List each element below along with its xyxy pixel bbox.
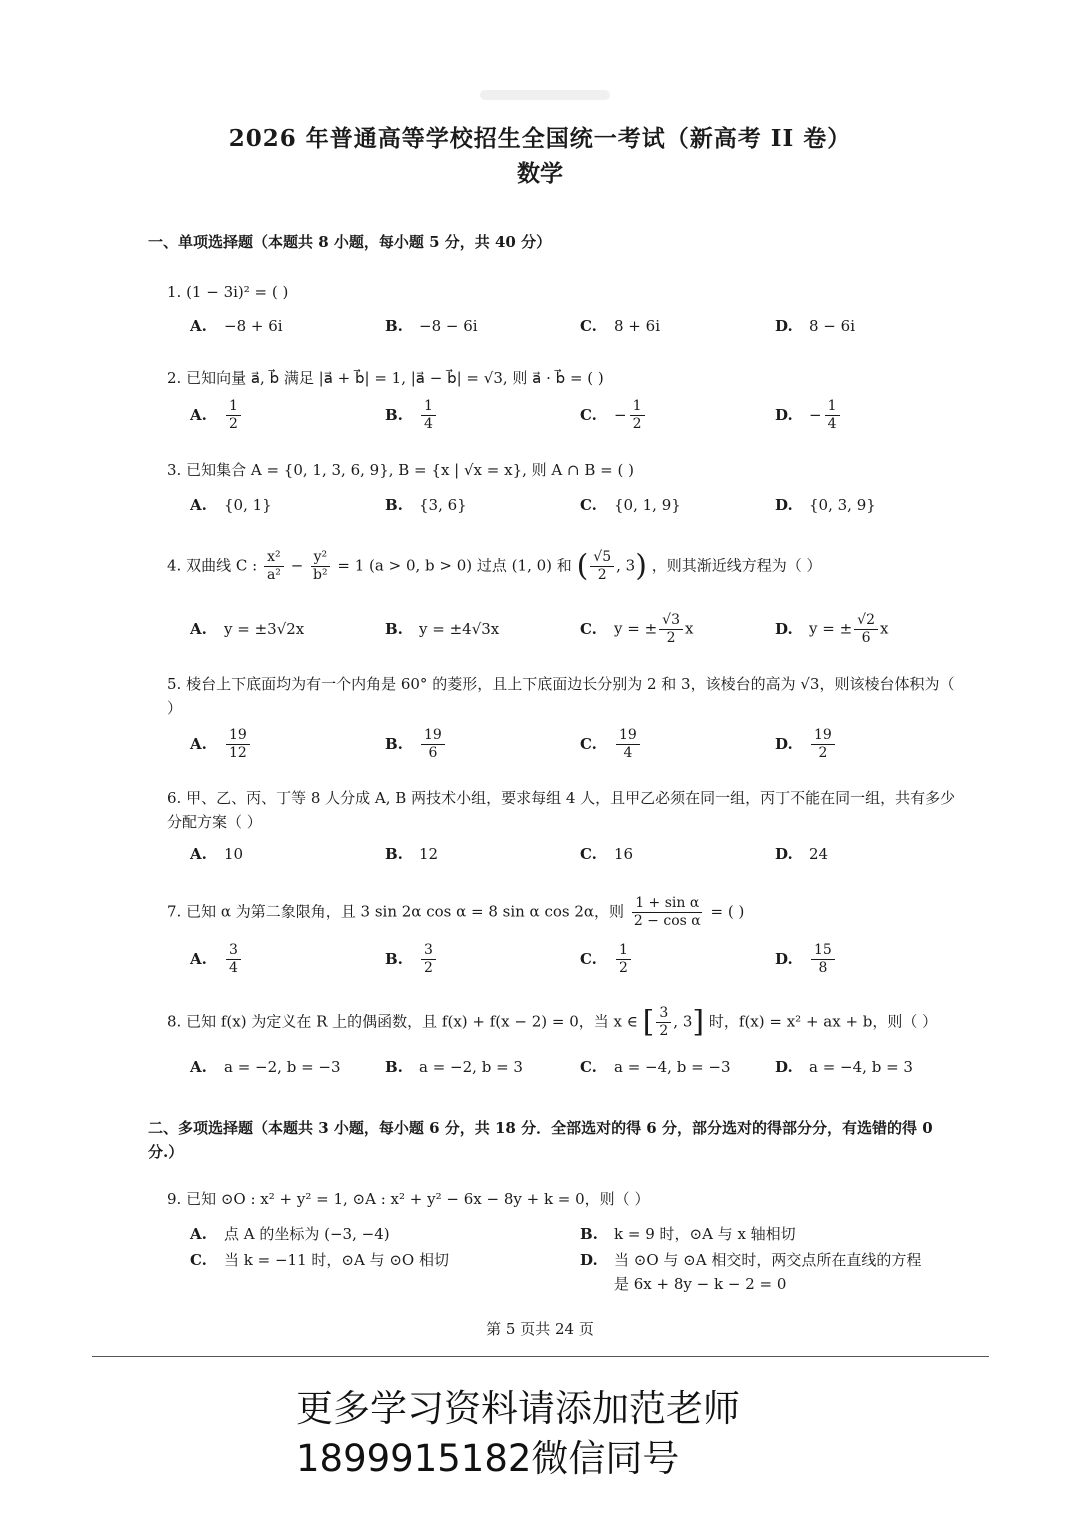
question-4-stem: 4. 双曲线 C : $\frac{\text{x²}}{\text{a²}}$ − $\frac{\text{y²}}{\text{b²}}$ = 1 (a > 0, b > 0) 过点 (1, 0) 和 ( $\frac{√5}{2}$ , 3) ，则其渐近线方程为（ ）	[167, 548, 822, 584]
question-7-stem: 7. 已知 α 为第二象限角，且 3 sin 2α cos α = 8 sin α cos 2α，则 $\frac{\text{1 + sin α}}{\text{2 − cos α}}$ = ( )	[167, 895, 745, 929]
q5-option-d: D. $\frac{19}{2}$	[775, 727, 837, 762]
q9-option-a: A. 点 A 的坐标为 (−3, −4)	[190, 1225, 390, 1243]
exam-title: 2026 年普通高等学校招生全国统一考试（新高考 II 卷）	[228, 125, 852, 152]
q6-option-c: C. 16	[580, 845, 634, 863]
q3-option-c: C. {0, 1, 9}	[580, 496, 681, 514]
promo-line-2: 1899915182微信同号	[296, 1437, 680, 1480]
divider	[92, 1356, 989, 1357]
question-8-stem: 8. 已知 f(x) 为定义在 R 上的偶函数，且 f(x) + f(x − 2) = 0，当 x ∈ [ $\frac{3}{2}$ , 3] 时，f(x) = x² + ax + b，则（ ）	[167, 1004, 938, 1040]
q3-option-a: A. {0, 1}	[190, 496, 272, 514]
q8-option-c: C. a = −4, b = −3	[580, 1058, 731, 1076]
q7-option-c: C. $\frac{1}{2}$	[580, 942, 633, 977]
q5-option-b: B. $\frac{19}{6}$	[385, 727, 447, 762]
q2-option-a: A. $\frac{1}{2}$	[190, 398, 243, 433]
q6-option-d: D. 24	[775, 845, 829, 863]
q5-option-c: C. $\frac{19}{4}$	[580, 727, 642, 762]
q9-option-d: D. 当 ⊙O 与 ⊙A 相交时，两交点所在直线的方程	[580, 1251, 922, 1269]
q3-option-d: D. {0, 3, 9}	[775, 496, 876, 514]
q1-option-a: A. −8 + 6i	[190, 317, 283, 335]
page-number: 第 5 页共 24 页	[486, 1320, 594, 1338]
q8-option-b: B. a = −2, b = 3	[385, 1058, 523, 1076]
q9-option-b: B. k = 9 时，⊙A 与 x 轴相切	[580, 1225, 796, 1243]
question-9-stem: 9. 已知 ⊙O : x² + y² = 1, ⊙A : x² + y² − 6x − 8y + k = 0，则（ ）	[167, 1190, 650, 1208]
exam-subject: 数学	[517, 160, 563, 187]
q4-option-b: B. y = ±4√3x	[385, 620, 500, 638]
question-5-stem: 5. 棱台上下底面均为有一个内角是 60° 的菱形，且上下底面边长分别为 2 和 3，该棱台的高为 √3，则该棱台体积为（ ）	[167, 675, 955, 717]
q1-option-d: D. 8 − 6i	[775, 317, 855, 335]
q2-option-b: B. $\frac{1}{4}$	[385, 398, 438, 433]
q9-option-c: C. 当 k = −11 时，⊙A 与 ⊙O 相切	[190, 1251, 449, 1269]
q5-option-a: A. $\frac{19}{12}$	[190, 727, 252, 762]
question-2-stem: 2. 已知向量 a⃗, b⃗ 满足 |a⃗ + b⃗| = 1, |a⃗ − b⃗| = √3, 则 a⃗ · b⃗ = ( )	[167, 369, 604, 387]
q4-option-c: C. y = ± $\frac{√3}{2}$ x	[580, 612, 694, 646]
q2-option-c: C. − $\frac{1}{2}$	[580, 398, 647, 433]
q3-option-b: B. {3, 6}	[385, 496, 467, 514]
q2-option-d: D. − $\frac{1}{4}$	[775, 398, 842, 433]
promo-line-1: 更多学习资料请添加范老师	[296, 1387, 740, 1430]
section-2-heading: 二、多项选择题（本题共 3 小题，每小题 6 分，共 18 分．全部选对的得 6 分，部分选对的得部分分，有选错的得 0 分.）	[148, 1119, 933, 1161]
question-3-stem: 3. 已知集合 A = {0, 1, 3, 6, 9}, B = {x | √x = x}, 则 A ∩ B = ( )	[167, 461, 634, 479]
q4-option-a: A. y = ±3√2x	[190, 620, 305, 638]
section-1-heading: 一、单项选择题（本题共 8 小题，每小题 5 分，共 40 分）	[148, 233, 552, 251]
q7-option-d: D. $\frac{15}{8}$	[775, 942, 837, 977]
q6-option-b: B. 12	[385, 845, 439, 863]
q9-option-d-continued: 是 6x + 8y − k − 2 = 0	[614, 1275, 787, 1293]
q8-option-a: A. a = −2, b = −3	[190, 1058, 341, 1076]
q1-option-b: B. −8 − 6i	[385, 317, 478, 335]
question-6-stem: 6. 甲、乙、丙、丁等 8 人分成 A, B 两技术小组，要求每组 4 人，且甲乙必须在同一组，丙丁不能在同一组，共有多少分配方案（ ）	[167, 789, 956, 831]
q8-option-d: D. a = −4, b = 3	[775, 1058, 913, 1076]
q6-option-a: A. 10	[190, 845, 244, 863]
q7-option-b: B. $\frac{3}{2}$	[385, 942, 438, 977]
scan-smudge	[480, 90, 610, 100]
question-1-stem: 1. (1 − 3i)² = ( )	[167, 283, 289, 301]
q1-option-c: C. 8 + 6i	[580, 317, 660, 335]
q7-option-a: A. $\frac{3}{4}$	[190, 942, 243, 977]
q4-option-d: D. y = ± $\frac{√2}{6}$ x	[775, 612, 889, 646]
